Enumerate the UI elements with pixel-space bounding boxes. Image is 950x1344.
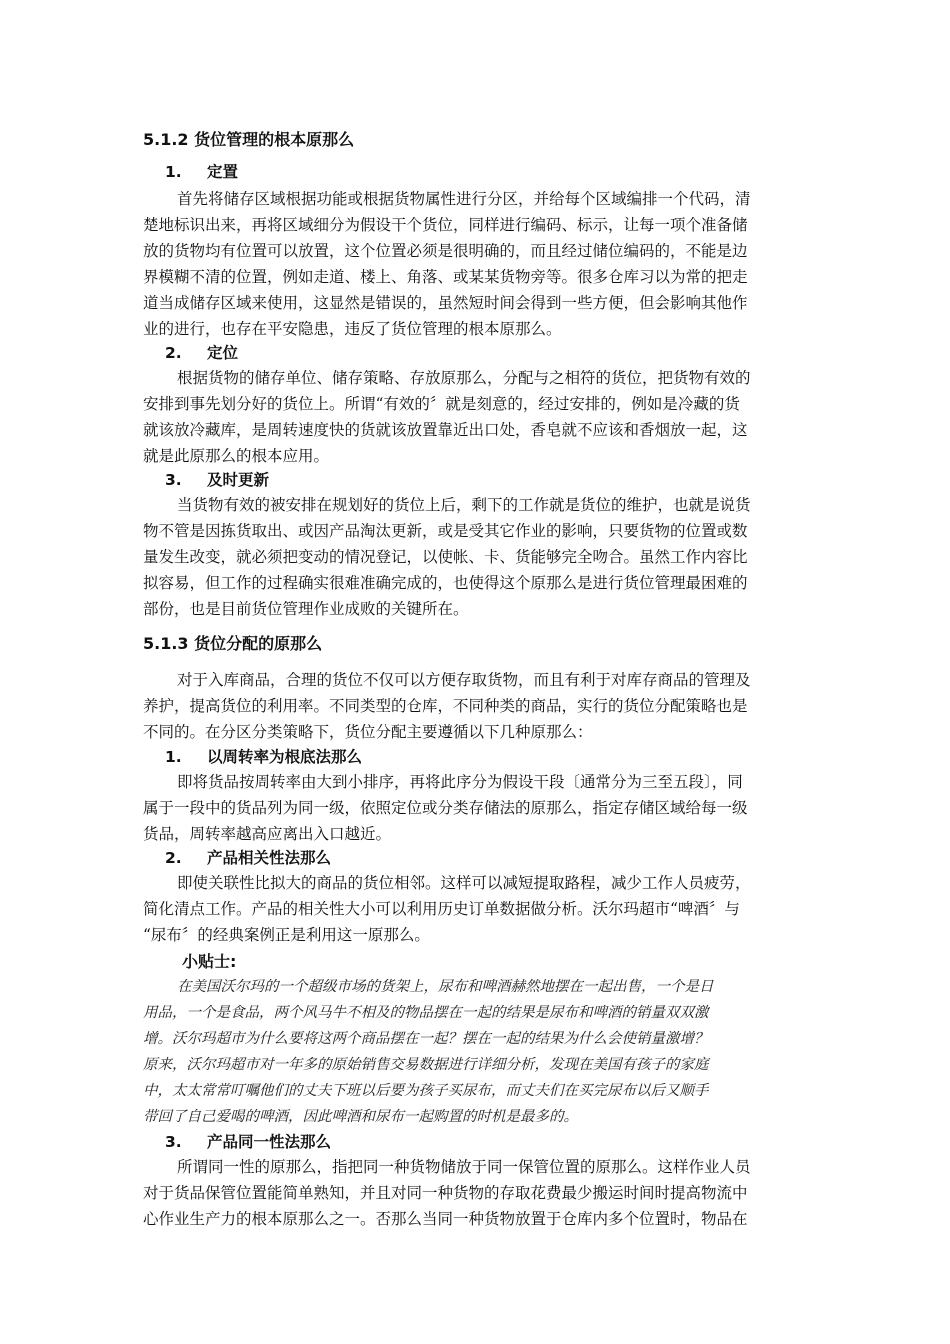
paragraph-line: 对于货品保管位置能简单熟知，并且对同一种货物的存取花费最少搬运时间时提高物流中 xyxy=(143,1184,748,1202)
item-number: 3. xyxy=(165,471,182,489)
paragraph-line: 不同的。在分区分类策略下，货位分配主要遵循以下几种原那么： xyxy=(143,723,593,741)
paragraph-line: 拟容易，但工作的过程确实很难准确完成的，也使得这个原那么是进行货位管理最困难的 xyxy=(143,574,748,592)
paragraph-line: 物不管是因拣货取出、或因产品淘汰更新，或是受其它作业的影响，只要货物的位置或数 xyxy=(143,522,748,540)
tip-line: 中，太太常常叮嘱他们的丈夫下班以后要为孩子买尿布，而丈夫们在买完尿布以后又顺手 xyxy=(143,1083,709,1099)
paragraph-line: 简化清点工作。产品的相关性大小可以利用历史订单数据做分析。沃尔玛超市“啤酒〞与 xyxy=(143,900,740,918)
paragraph-line: 就该放冷藏库，是周转速度快的货就该放置靠近出口处，香皂就不应该和香烟放一起，这 xyxy=(143,421,748,439)
paragraph-line: 道当成储存区域来使用，这显然是错误的，虽然短时间会得到一些方便，但会影响其他作 xyxy=(143,294,748,312)
paragraph-line: 放的货物均有位置可以放置，这个位置必须是很明确的，而且经过储位编码的，不能是边 xyxy=(143,242,748,260)
paragraph-line: 安排到事先划分好的货位上。所谓“有效的〞就是刻意的，经过安排的，例如是冷藏的货 xyxy=(143,395,740,413)
item-label: 产品同一性法那么 xyxy=(207,1133,332,1151)
item-heading-dingzhi xyxy=(165,160,238,185)
paragraph-line: 楚地标识出来，再将区域细分为假设干个货位，同样进行编码、标示，让每一项个准备储 xyxy=(143,216,748,234)
paragraph-line: 即将货品按周转率由大到小排序，再将此序分为假设干段〔通常分为三至五段〕，同 xyxy=(177,773,743,791)
item-label: 以周转率为根底法那么 xyxy=(207,748,363,766)
item-number: 2. xyxy=(165,344,182,362)
paragraph-line: 货品，周转率越高应离出入口越近。 xyxy=(143,825,392,843)
item-number: 2. xyxy=(165,849,182,867)
item-number: 1. xyxy=(165,163,182,181)
paragraph-line: 根据货物的储存单位、储存策略、存放原那么，分配与之相符的货位，把货物有效的 xyxy=(177,369,751,387)
item-label: 定置 xyxy=(207,163,239,181)
paragraph-line: 心作业生产力的根本原那么之一。否那么当同一种货物放置于仓库内多个位置时，物品在 xyxy=(143,1210,748,1228)
paragraph-line: 即使关联性比拟大的商品的货位相邻。这样可以减短提取路程，减少工作人员疲劳， xyxy=(177,874,751,892)
item-label: 产品相关性法那么 xyxy=(207,849,332,867)
paragraph-line: 属于一段中的货品列为同一级，依照定位或分类存储法的原那么，指定存储区域给每一级 xyxy=(143,799,748,817)
paragraph-line: 界模糊不清的位置，例如走道、楼上、角落、或某某货物旁等。很多仓库习以为常的把走 xyxy=(143,268,748,286)
item-label: 及时更新 xyxy=(207,471,270,489)
item-heading-zhouzhuanlv xyxy=(165,745,362,770)
paragraph-line: 所谓同一性的原那么，指把同一种货物储放于同一保管位置的原那么。这样作业人员 xyxy=(177,1158,751,1176)
tip-line: 用品，一个是食品，两个风马牛不相及的物品摆在一起的结果是尿布和啤酒的销量双双激 xyxy=(143,1005,709,1021)
tip-line: 增。沃尔玛超市为什么要将这两个商品摆在一起？摆在一起的结果为什么会使销量激增？ xyxy=(143,1031,709,1047)
section-heading-5-1-2: 5.1.2 货位管理的根本原那么 xyxy=(143,130,355,149)
paragraph-line: 就是此原那么的根本应用。 xyxy=(143,447,330,465)
item-heading-jishigengxin xyxy=(165,468,269,493)
section-heading-5-1-3: 5.1.3 货位分配的原那么 xyxy=(143,634,323,653)
paragraph-line: 业的进行，也存在平安隐患，违反了货位管理的根本原那么。 xyxy=(143,320,562,338)
paragraph-line: 养护，提高货位的利用率。不同类型的仓库，不同种类的商品，实行的货位分配策略也是 xyxy=(143,697,748,715)
item-heading-dingwei xyxy=(165,341,238,366)
tip-line: 带回了自己爱喝的啤酒，因此啤酒和尿布一起购置的时机是最多的。 xyxy=(143,1109,578,1125)
item-heading-tongyixing xyxy=(165,1130,331,1155)
item-number: 3. xyxy=(165,1133,182,1151)
item-heading-xiangguanxing xyxy=(165,846,331,871)
paragraph-line: 量发生改变，就必须把变动的情况登记，以使帐、卡、货能够完全吻合。虽然工作内容比 xyxy=(143,548,748,566)
paragraph-line: 首先将储存区域根据功能或根据货物属性进行分区，并给每个区域编排一个代码，清 xyxy=(177,190,751,208)
paragraph-line: 部份，也是目前货位管理作业成败的关键所在。 xyxy=(143,600,469,618)
paragraph-line: 对于入库商品，合理的货位不仅可以方便存取货物，而且有利于对库存商品的管理及 xyxy=(177,671,751,689)
item-number: 1. xyxy=(165,748,182,766)
tip-title: 小贴士: xyxy=(182,952,237,971)
tip-line: 在美国沃尔玛的一个超级市场的货架上，尿布和啤酒赫然地摆在一起出售，一个是日 xyxy=(177,979,714,995)
paragraph-line: 当货物有效的被安排在规划好的货位上后，剩下的工作就是货位的维护，也就是说货 xyxy=(177,496,751,514)
item-label: 定位 xyxy=(207,344,239,362)
tip-line: 原来，沃尔玛超市对一年多的原始销售交易数据进行详细分析，发现在美国有孩子的家庭 xyxy=(143,1057,709,1073)
paragraph-line: “尿布〞的经典案例正是利用这一原那么。 xyxy=(143,926,430,944)
